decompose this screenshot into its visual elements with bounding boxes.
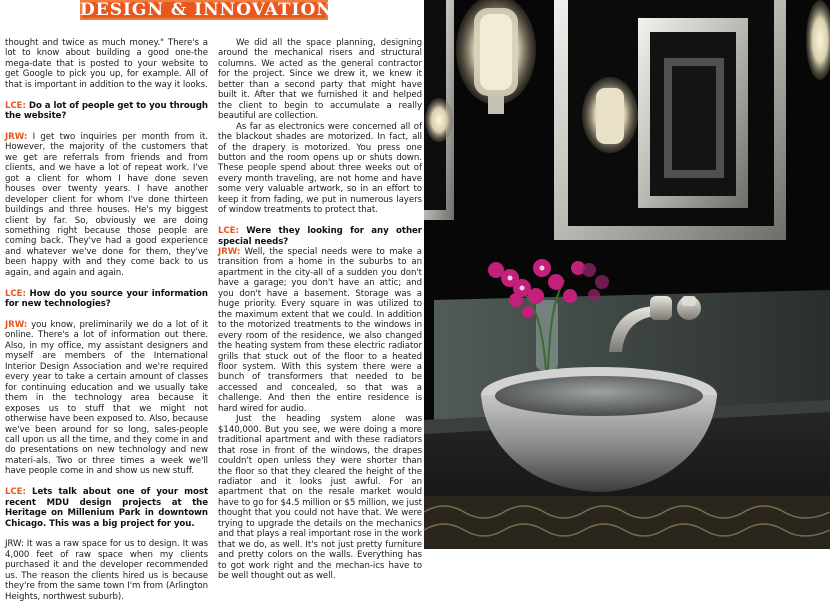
speaker-tag: LCE:: [218, 226, 239, 237]
speaker-tag: LCE:: [5, 487, 26, 498]
left-text-column: [5, 38, 208, 612]
section-title: DESIGN & INNOVATION: [80, 0, 333, 20]
interview-question: LCE: Were they looking for any other special needs?: [218, 226, 422, 247]
speaker-tag: LCE:: [5, 288, 26, 299]
bathroom-vanity-photo: [424, 0, 830, 549]
speaker-tag: JRW:: [5, 319, 28, 330]
interview-question: LCE: How do you source your information for new technologies?: [5, 288, 208, 310]
interview-question: LCE: Do a lot of people get to you through the website?: [5, 100, 208, 122]
speaker-tag: JRW:: [218, 247, 241, 257]
paragraph: thought and twice as much money." There's a lot to know about building a good one-the mega-date that is posted to your website to get Google to pick you up, for example. All of that is important in addition to the way it looks.: [5, 38, 208, 90]
paragraph: Just the heading system alone was $140,000. But you see, we were doing a more traditional apartment and with these radiators that rose in front of the windows, the drapes couldn't open unless they were shorter than the floor so that they cleared the height of the radiator and it looks just awful. For an apartment that on the resale market would have to go for $4.5 million or $5 million, we just thought that you could not have that. We were trying to upgrade the details on the mechanics and that plays a real important rose in the work that we do, as well. It's not just pretty furniture and pretty colors on the walls. Everything has to got work right and the mechan-ics have to be well thought out as well.: [218, 414, 422, 582]
speaker-tag: LCE:: [5, 100, 26, 111]
vanity-illustration: [424, 0, 830, 549]
paragraph: We did all the space planning, designing around the mechanical risers and structural columns. We acted as the general contractor for the project. Since we drew it, we knew it better than a second party that might have built it. After that we furnished it and helped the client to begin to accumulate a really beautiful are collection.: [218, 38, 422, 122]
section-header-banner: [80, 0, 333, 20]
paragraph: JRW: It was a raw space for us to design. It was 4,000 feet of raw space when my clients purchased it and the developer recommended us. The reason the clients hired us is because they're from the same town I'm from (Arlington Heights, northwest suburb).: [5, 539, 208, 602]
interview-question: LCE: Lets talk about one of your most recent MDU design projects at the Heritage on Millenium Park in downtown Chicago. This was a big project for you.: [5, 487, 208, 529]
interview-answer: JRW: Well, the special needs were to make a transition from a home in the suburbs to an apartment in the city-all of a sudden you don't have a garage; you don't have an attic; and you don't have a basement. Storage was a huge priority. Every square in was utilized to the maximum extent that we could. In addition to the motorized treatments to the windows in every room of the residence, we also changed the heating system from these electric radiator grills that stuck out of the floor to a heated floor system. With this system there were a bunch of transformers that needed to be accessed and concealed, so that was a challenge. And then the entire residence is hard wired for audio.: [218, 247, 422, 414]
right-text-column: [218, 38, 422, 582]
interview-answer: JRW: I get two inquiries per month from it. However, the majority of the customers that we get are referrals from friends and from clients, and we have a lot of repeat work. I've got a client for whom I have done seven houses over twenty years. I have another developer client for whom I've done thirteen buildings and three houses. He's my biggest client by far. So, obviously we are doing something right because those people are coming back. They've had a good experience and whatever we've done for them, they've been happy with and they come back to us again, and again and again.: [5, 131, 208, 278]
speaker-tag: JRW:: [5, 131, 28, 142]
interview-answer: JRW: you know, preliminarily we do a lot of it online. There's a lot of information out there. Also, in my office, my assistant designers and myself are members of the International Interior Design Association and we're required every year to take a certain amount of classes for continuing education and we usually take them in the technology area because it exposes us to stuff that we might not otherwise have been exposed to. Also, because we've been around for so long, sales-people call upon us all the time, and they come in and do presentations on new technology and new materi-als. Two or three times a week we'll have people come in and show us new stuff.: [5, 319, 208, 477]
paragraph: As far as electronics were concerned all of the blackout shades are motorized. In fact, all of the drapery is motorized. You press one button and the room opens up or shuts down. These people spend about three weeks out of every month traveling, are not home and have some very valuable artwork, so in an effort to keep it from fading, we put in numerous layers of window treatments to protect that.: [218, 121, 422, 216]
